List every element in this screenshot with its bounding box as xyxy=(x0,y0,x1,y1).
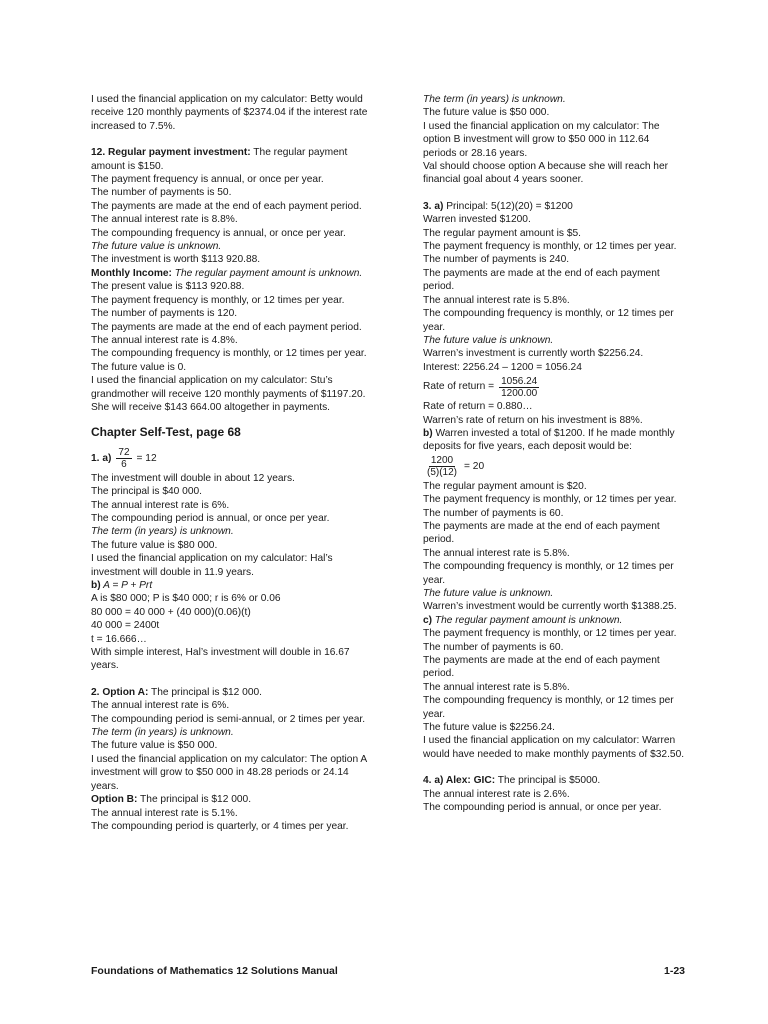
page-footer xyxy=(91,965,685,978)
q1a-eq: = 12 xyxy=(136,453,157,465)
text-line: The number of payments is 60. xyxy=(423,641,564,653)
q1b-vars: A is $80 000; P is $40 000; r is 6% or 0.06 xyxy=(91,593,281,605)
q3b-unknown: The future value is unknown. xyxy=(423,588,554,599)
q12-first-line xyxy=(91,146,371,173)
text-line: The annual interest rate is 6%. xyxy=(91,700,230,712)
q3b-first-line xyxy=(423,427,685,454)
text-line: The compounding frequency is monthly, or 12 times per year. xyxy=(423,308,674,333)
text-line: The number of payments is 240. xyxy=(423,254,570,266)
chapter-heading: Chapter Self-Test, page 68 xyxy=(91,425,241,440)
q3c-label: c) xyxy=(423,614,433,626)
q1a-denominator: 6 xyxy=(121,459,127,471)
intro-text: I used the financial application on my calculator: Betty would receive 120 monthly payments of $2374.04 if the interest rate increased to 7.5%. xyxy=(91,94,368,132)
q1a-lines2 xyxy=(91,539,371,579)
text-line: The compounding period is quarterly, or 4 times per year. xyxy=(91,820,349,832)
text-line: The future value is $50 000. xyxy=(91,740,218,752)
q3b-denominator: (5)(12) xyxy=(427,467,458,479)
left-column xyxy=(91,93,371,833)
rate-of-return-denominator: 1200.00 xyxy=(501,387,538,399)
text-line: Interest: 2256.24 – 1200 = 1056.24 xyxy=(423,361,582,373)
text-line: The annual interest rate is 5.8%. xyxy=(423,681,570,693)
text-line: The payment frequency is monthly, or 12 times per year. xyxy=(423,628,677,640)
q1b-label: b) xyxy=(91,580,101,591)
text-line: The payment frequency is monthly, or 12 times per year. xyxy=(423,241,677,253)
q4-label: 4. a) Alex: GIC: xyxy=(423,775,496,787)
q3b-lines2 xyxy=(423,600,685,613)
text-line: Warren’s rate of return on his investment is 88%. xyxy=(423,414,643,426)
q3b-lines xyxy=(423,480,685,587)
right-top-lines xyxy=(423,106,685,186)
text-line: Warren’s investment would be currently worth $1388.25. xyxy=(423,601,677,613)
q1a-unknown: The term (in years) is unknown. xyxy=(91,526,234,538)
q1a-label: 1. a) xyxy=(91,453,112,465)
q4-first-line xyxy=(423,774,685,787)
text-line: 40 000 = 2400t xyxy=(91,620,160,632)
text-line: I used the financial application on my calculator: Stu’s grandmother will receive 120 monthly payments of $1197.20. She will receive $143 664.00 altogether in payments. xyxy=(91,375,366,413)
text-line: With simple interest, Hal’s investment will double in 16.67 years. xyxy=(91,647,350,672)
q1b-line xyxy=(91,579,371,592)
option-b-label: Option B: xyxy=(91,794,138,806)
q3c-line xyxy=(423,614,685,627)
q12-unknown: The future value is unknown. xyxy=(91,241,222,253)
text-line: The future value is $50 000. xyxy=(423,107,550,119)
text-line: The annual interest rate is 6%. xyxy=(91,499,230,511)
q3b-numerator: 1200 xyxy=(430,455,454,467)
text-line: The compounding period is annual, or once per year. xyxy=(423,802,662,814)
text-line: The compounding frequency is monthly, or 12 times per year. xyxy=(91,348,367,360)
text-line: The compounding frequency is monthly, or 12 times per year. xyxy=(423,695,674,720)
q1a-fraction xyxy=(116,447,131,470)
text-line: The payment frequency is annual, or once per year. xyxy=(91,174,324,186)
text-line: The compounding period is semi-annual, or 2 times per year. xyxy=(91,713,366,725)
text-line: 80 000 = 40 000 + (40 000)(0.06)(t) xyxy=(91,606,251,618)
monthly-income-line xyxy=(91,267,371,280)
monthly-income-label: Monthly Income: xyxy=(91,267,172,279)
text-line: Val should choose option A because she will reach her financial goal about 4 years sooner. xyxy=(423,161,669,186)
text-line: The number of payments is 60. xyxy=(423,507,564,519)
text-line: The payment frequency is monthly, or 12 times per year. xyxy=(91,294,345,306)
q3a-label: 3. a) xyxy=(423,200,444,212)
text-line: The payments are made at the end of each payment period. xyxy=(91,200,362,212)
q1b-formula: A = P + Prt xyxy=(100,580,153,591)
monthly-income-lines xyxy=(91,280,371,414)
q2-lines xyxy=(91,699,371,726)
q2-label: 2. Option A: xyxy=(91,686,149,698)
q3b-first: Warren invested a total of $1200. If he made monthly deposits for five years, each deposit would be: xyxy=(423,427,675,453)
q3b-equation xyxy=(423,454,685,480)
q3b-eq: = 20 xyxy=(464,461,485,473)
text-line: The compounding frequency is monthly, or 12 times per year. xyxy=(423,561,674,586)
q3a-lines3 xyxy=(423,400,685,427)
right-column xyxy=(423,93,685,815)
q1a-numerator: 72 xyxy=(118,447,130,459)
text-line: The number of payments is 50. xyxy=(91,187,232,199)
monthly-income-unknown: The regular payment amount is unknown. xyxy=(171,267,363,279)
q1a-equation xyxy=(91,446,371,472)
q3a-first-line xyxy=(423,200,685,213)
option-b-line xyxy=(91,793,371,806)
text-line: The compounding frequency is annual, or once per year. xyxy=(91,227,346,239)
q3a-lines xyxy=(423,213,685,334)
q12-result: The investment is worth $113 920.88. xyxy=(91,254,261,266)
option-b-lines xyxy=(91,807,371,834)
footer-title: Foundations of Mathematics 12 Solutions Manual xyxy=(91,965,338,977)
text-line: The future value is 0. xyxy=(91,361,187,373)
text-line: The payments are made at the end of each payment period. xyxy=(423,267,660,293)
text-line: The future value is $2256.24. xyxy=(423,722,555,734)
text-line: The regular payment amount is $5. xyxy=(423,227,581,239)
text-line: The annual interest rate is 5.8%. xyxy=(423,547,570,559)
text-line: The future value is $80 000. xyxy=(91,539,218,551)
text-line: The payment frequency is monthly, or 12 times per year. xyxy=(423,494,677,506)
text-line: The investment will double in about 12 years. xyxy=(91,472,295,484)
q4-first: The principal is $5000. xyxy=(495,775,601,787)
q1b-lines xyxy=(91,606,371,673)
rate-of-return-numerator: 1056.24 xyxy=(501,375,538,387)
q3a-unknown: The future value is unknown. xyxy=(423,334,554,346)
text-line: The number of payments is 120. xyxy=(91,308,238,320)
text-line: Warren invested $1200. xyxy=(423,214,531,226)
text-line: The annual interest rate is 4.8%. xyxy=(91,334,238,346)
text-line: The annual interest rate is 5.1%. xyxy=(91,807,238,819)
q2-first: The principal is $12 000. xyxy=(148,686,263,698)
q2-lines2 xyxy=(91,739,371,793)
right-top-unknown: The term (in years) is unknown. xyxy=(423,94,566,105)
q2-first-line xyxy=(91,686,371,699)
text-line: t = 16.666… xyxy=(91,633,147,645)
text-line: The principal is $40 000. xyxy=(91,486,202,498)
text-line: The annual interest rate is 5.8%. xyxy=(423,294,570,306)
q2-unknown: The term (in years) is unknown. xyxy=(91,727,234,739)
text-line: I used the financial application on my calculator: The option B investment will grow to $50 000 in 112.64 periods or 28.16 years. xyxy=(423,120,660,159)
q12-first: The regular payment amount is $150. xyxy=(91,147,348,172)
q1a-lines xyxy=(91,472,371,526)
q3a-first: Principal: 5(12)(20) = $1200 xyxy=(443,200,573,212)
text-line: I used the financial application on my calculator: Hal’s investment will double in 11.9 years. xyxy=(91,553,333,578)
q3a-lines2 xyxy=(423,347,685,374)
text-line: The payments are made at the end of each payment period. xyxy=(423,655,660,680)
q12-lines xyxy=(91,173,371,240)
rate-of-return-fraction xyxy=(499,376,539,399)
text-line: Rate of return = 0.880… xyxy=(423,401,533,413)
text-line: The present value is $113 920.88. xyxy=(91,281,245,293)
text-line: I used the financial application on my calculator: The option A investment will grow to $50 000 in 48.28 periods or 24.14 years. xyxy=(91,753,367,792)
q12-label: 12. Regular payment investment: xyxy=(91,147,251,159)
rate-of-return-label: Rate of return = xyxy=(423,381,495,393)
q3b-label: b) xyxy=(423,427,433,439)
text-line: The annual interest rate is 2.6%. xyxy=(423,788,570,800)
page-number: 1-23 xyxy=(663,965,685,977)
rate-of-return-equation xyxy=(423,374,685,400)
text-line: Warren’s investment is currently worth $2256.24. xyxy=(423,348,644,360)
text-line: The compounding period is annual, or once per year. xyxy=(91,512,330,524)
text-line: The payments are made at the end of each payment period. xyxy=(91,321,362,333)
q3b-fraction xyxy=(425,455,459,478)
text-line: I used the financial application on my calculator: Warren would have needed to make monthly payments of $32.50. xyxy=(423,735,685,760)
option-b-first: The principal is $12 000. xyxy=(137,794,252,806)
text-line: The regular payment amount is $20. xyxy=(423,480,587,492)
q4-lines xyxy=(423,788,685,815)
q3c-lines xyxy=(423,627,685,761)
text-line: The payments are made at the end of each payment period. xyxy=(423,520,660,546)
q3c-unknown: The regular payment amount is unknown. xyxy=(432,614,623,626)
text-line: The annual interest rate is 8.8%. xyxy=(91,214,238,226)
